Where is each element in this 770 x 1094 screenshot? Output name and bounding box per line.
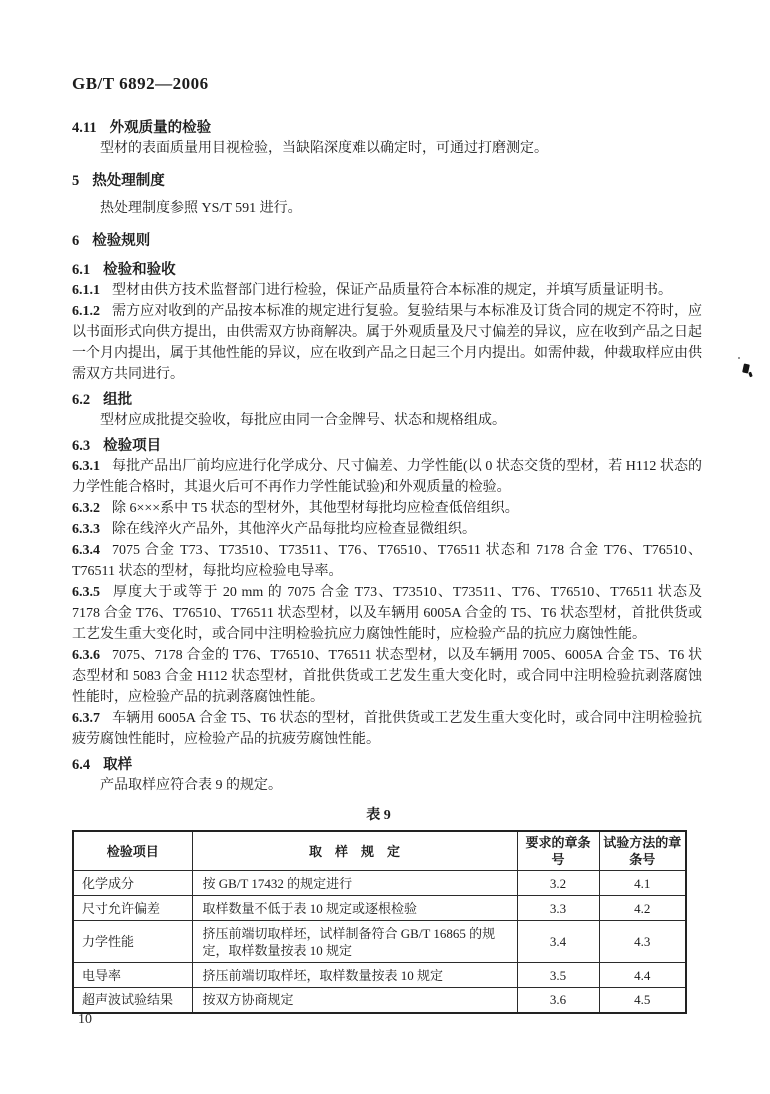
clause-number: 6.1.2 [72,304,100,319]
heading-number: 6.3 [72,438,91,454]
cell-rule: 按双方协商规定 [192,988,517,1013]
clause-number: 6.3.5 [72,585,100,600]
scan-ink-speck [738,357,740,359]
clause-text: 7075、7178 合金的 T76、T76510、T76511 状态型材，以及车辆用 7005、6005A 合金 T5、T6 状态型材和 5083 合金 H112 状态型材，首批供货或工艺发生重大变化时，或合同中注明检验抗剥落腐蚀性能时，应检验产品的抗剥落腐蚀性能。 [72,648,702,705]
heading-4-11 [72,116,702,137]
cell-item: 超声波试验结果 [73,988,192,1013]
clause-number: 6.3.2 [72,501,100,516]
heading-6-2 [72,388,702,409]
heading-number: 6.2 [72,392,91,408]
table-header-test-method-clause: 试验方法的章条号 [599,831,686,871]
clause-number: 6.3.6 [72,648,100,663]
table-9 [72,830,687,1014]
paragraph-5: 热处理制度参照 YS/T 591 进行。 [100,201,302,216]
cell-item: 力学性能 [73,921,192,963]
clause-6-3-5 [72,582,702,645]
cell-item: 尺寸允许偏差 [73,896,192,921]
clause-text: 厚度大于或等于 20 mm 的 7075 合金 T73、T73510、T73511、T76、T76510、T76511 状态及 7178 合金 T76、T76510、T76511 状态型材，以及车辆用 6005A 合金的 T5、T6 状态型材，首批供货或工艺发生重大变化时，或合同中注明检验抗应力腐蚀性能时，应检验产品的抗应力腐蚀性能。 [72,585,702,642]
clause-text: 型材由供方技术监督部门进行检验，保证产品质量符合本标准的规定，并填写质量证明书。 [112,283,672,298]
heading-6-3 [72,434,702,455]
heading-title: 取样 [103,757,133,773]
table-header-sampling-rule: 取 样 规 定 [192,831,517,871]
cell-item: 电导率 [73,963,192,988]
clause-text: 每批产品出厂前均应进行化学成分、尺寸偏差、力学性能(以 0 状态交货的型材，若 H112 状态的力学性能合格时，其退火后可不再作力学性能试验)和外观质量的检验。 [72,459,702,495]
cell-req-clause: 3.4 [517,921,599,963]
page-number: 10 [78,1012,92,1027]
heading-title: 检验规则 [92,233,151,249]
cell-method-clause: 4.2 [599,896,686,921]
clause-6-3-1 [72,456,702,498]
cell-rule: 挤压前端切取样坯，取样数量按表 10 规定 [192,963,517,988]
clause-6-1-1 [72,280,702,301]
table-9-caption: 表 9 [366,808,391,823]
clause-number: 6.3.7 [72,711,100,726]
cell-rule: 取样数量不低于表 10 规定或逐根检验 [192,896,517,921]
heading-title: 检验项目 [103,438,162,454]
heading-number: 4.11 [72,120,97,136]
clause-text: 除在线淬火产品外，其他淬火产品每批均应检查显微组织。 [112,522,476,537]
heading-6 [72,229,702,250]
clause-text: 需方应对收到的产品按本标准的规定进行复验。复验结果与本标准及订货合同的规定不符时，应以书面形式向供方提出，由供需双方协商解决。属于外观质量及尺寸偏差的异议，应在收到产品之日起一个月内提出，属于其他性能的异议，应在收到产品之日起三个月内提出。如需仲裁，仲裁取样应由供需双方共同进行。 [72,304,702,382]
heading-number: 6 [72,233,80,249]
clause-text: 7075 合金 T73、T73510、T73511、T76、T76510、T76511 状态和 7178 合金 T76、T76510、T76511 状态的型材，每批均应检验电导率。 [72,543,702,579]
clause-text: 除 6×××系中 T5 状态的型材外，其他型材每批均应检查低倍组织。 [112,501,519,516]
heading-title: 检验和验收 [103,262,176,278]
clause-number: 6.3.1 [72,459,100,474]
cell-method-clause: 4.5 [599,988,686,1013]
table-row [73,963,686,988]
heading-title: 组批 [103,392,133,408]
paragraph-4-11: 型材的表面质量用目视检验，当缺陷深度难以确定时，可通过打磨测定。 [100,141,548,156]
cell-req-clause: 3.5 [517,963,599,988]
cell-method-clause: 4.4 [599,963,686,988]
heading-number: 5 [72,173,80,189]
clause-6-3-4 [72,540,702,582]
heading-title: 外观质量的检验 [109,120,212,136]
table-row [73,988,686,1013]
cell-method-clause: 4.3 [599,921,686,963]
heading-title: 热处理制度 [92,173,165,189]
clause-6-3-6 [72,645,702,708]
cell-req-clause: 3.3 [517,896,599,921]
table-row [73,921,686,963]
clause-6-1-2 [72,301,702,385]
scan-ink-speck [748,372,753,378]
table-header-requirement-clause: 要求的章条号 [517,831,599,871]
clause-number: 6.3.3 [72,522,100,537]
table-row [73,871,686,896]
page-content [72,74,702,1014]
heading-number: 6.1 [72,262,91,278]
heading-number: 6.4 [72,757,91,773]
cell-req-clause: 3.6 [517,988,599,1013]
table-row [73,896,686,921]
heading-6-1 [72,258,702,279]
cell-rule: 挤压前端切取样坯，试样制备符合 GB/T 16865 的规定，取样数量按表 10 规定 [192,921,517,963]
table-header-item: 检验项目 [73,831,192,871]
heading-5 [72,169,702,190]
cell-rule: 按 GB/T 17432 的规定进行 [192,871,517,896]
cell-method-clause: 4.1 [599,871,686,896]
cell-item: 化学成分 [73,871,192,896]
paragraph-6-4: 产品取样应符合表 9 的规定。 [100,778,282,793]
paragraph-6-2: 型材应成批提交验收，每批应由同一合金牌号、状态和规格组成。 [100,413,506,428]
clause-6-3-2 [72,498,702,519]
heading-6-4 [72,753,702,774]
clause-6-3-7 [72,708,702,750]
clause-number: 6.1.1 [72,283,100,298]
clause-text: 车辆用 6005A 合金 T5、T6 状态的型材，首批供货或工艺发生重大变化时，或合同中注明检验抗疲劳腐蚀性能时，应检验产品的抗疲劳腐蚀性能。 [72,711,702,747]
table-header-row [73,831,686,871]
clause-number: 6.3.4 [72,543,100,558]
clause-6-3-3 [72,519,702,540]
standard-code: GB/T 6892—2006 [72,74,209,93]
cell-req-clause: 3.2 [517,871,599,896]
